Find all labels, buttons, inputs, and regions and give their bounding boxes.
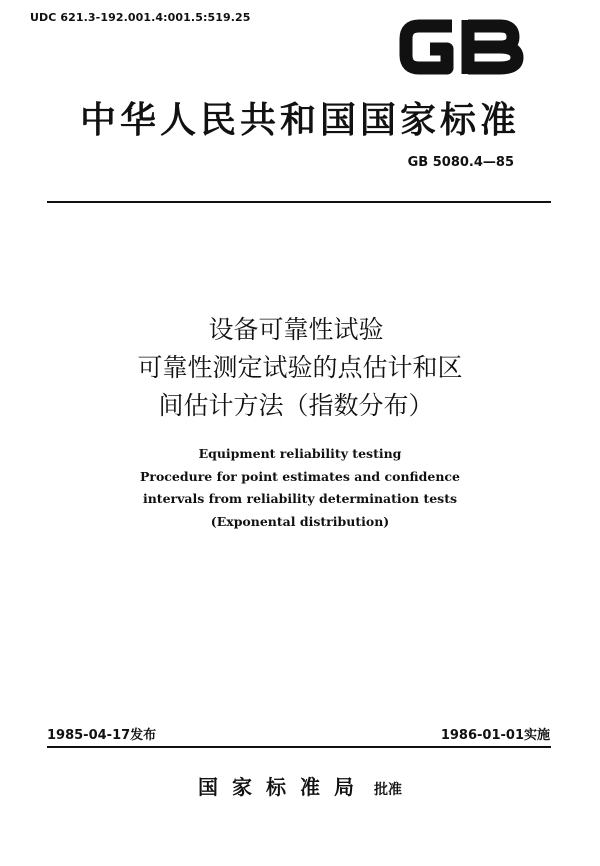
chinese-title	[0, 311, 600, 425]
release-date: 1985-04-17发布	[47, 728, 157, 743]
chinese-title-line-3: 间估计方法（指数分布）	[158, 391, 434, 420]
chinese-title-line-2: 可靠性测定试验的点估计和区	[137, 353, 463, 382]
issuer-name: 国家标准局	[198, 775, 368, 799]
standard-organization: 中华人民共和国国家标准	[79, 100, 520, 141]
english-title-line-1: Equipment reliability testing	[198, 446, 402, 461]
gb-logo	[397, 0, 527, 80]
approve-label: 批准	[374, 782, 402, 798]
footer-divider	[47, 746, 551, 748]
english-title-line-4: (Exponental distribution)	[210, 513, 390, 529]
gb-logo-text: GB	[397, 0, 422, 18]
english-title	[0, 443, 600, 533]
implementation-date: 1986-01-01实施	[440, 728, 550, 743]
english-title-line-2: Procedure for point estimates and confidence	[139, 468, 460, 484]
standard-number: GB 5080.4—85	[407, 155, 514, 170]
header-divider	[47, 201, 551, 203]
chinese-title-line-1: 设备可靠性试验	[208, 315, 384, 344]
english-title-line-3: intervals from reliability determination tests	[142, 491, 458, 506]
issuer-block	[0, 771, 600, 800]
udc-code: UDC 621.3-192.001.4:001.5:519.25	[30, 11, 251, 24]
